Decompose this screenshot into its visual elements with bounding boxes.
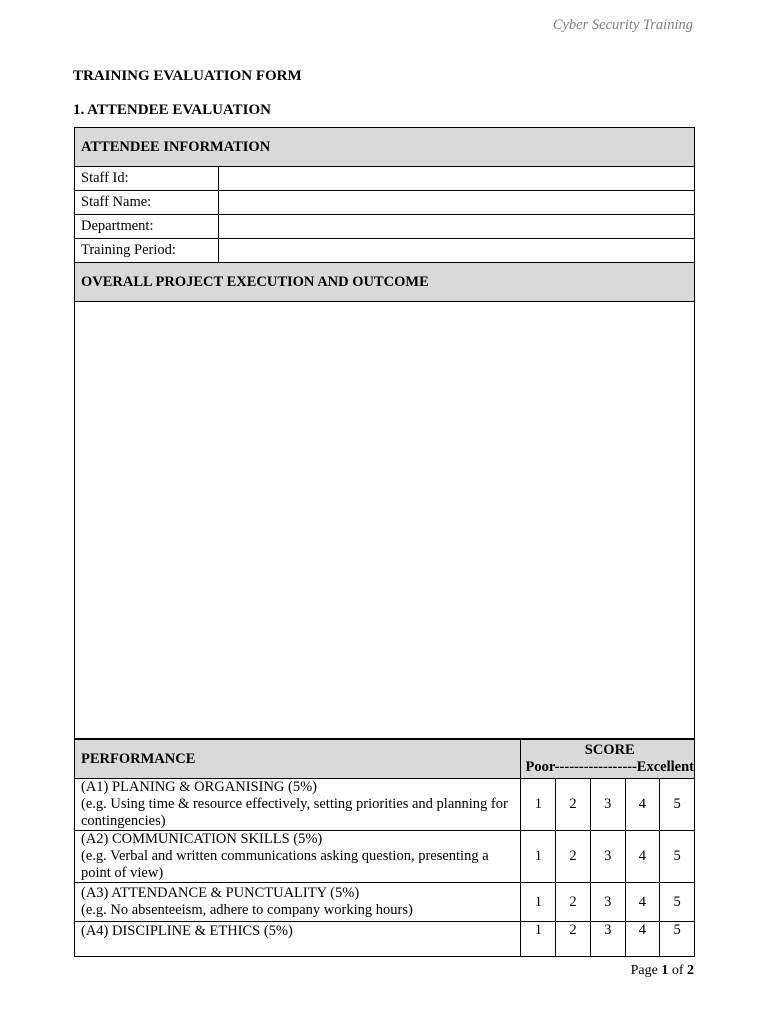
staff-id-field[interactable] [219, 167, 695, 191]
score-option-2[interactable]: 2 [556, 883, 591, 922]
section-title: 1. ATTENDEE EVALUATION [73, 102, 271, 118]
score-option-4[interactable]: 4 [625, 779, 660, 831]
attendee-info-heading: ATTENDEE INFORMATION [75, 128, 695, 167]
criterion-row [75, 779, 695, 831]
page-footer [631, 963, 694, 979]
performance-table [74, 739, 695, 957]
department-field[interactable] [219, 215, 695, 239]
score-option-4[interactable]: 4 [625, 922, 660, 957]
attendee-info-table [74, 127, 695, 739]
page-of: of [671, 963, 684, 978]
score-scale: Poor-----------------Excellent [525, 759, 694, 775]
page-current: 1 [661, 963, 669, 978]
criterion-desc: (e.g. Verbal and written communications asking question, presenting a point of view) [81, 848, 489, 881]
department-label: Department: [75, 215, 219, 239]
staff-name-field[interactable] [219, 191, 695, 215]
criterion-desc: (e.g. No absenteeism, adhere to company working hours) [81, 902, 413, 918]
overall-outcome-field[interactable] [75, 302, 695, 739]
page-prefix: Page [630, 963, 658, 978]
criterion-cell [75, 831, 521, 883]
criterion-cell [75, 883, 521, 922]
score-option-1[interactable]: 1 [521, 922, 556, 957]
score-option-2[interactable]: 2 [556, 779, 591, 831]
score-option-5[interactable]: 5 [660, 922, 695, 957]
score-option-1[interactable]: 1 [521, 883, 556, 922]
score-option-5[interactable]: 5 [660, 831, 695, 883]
criterion-title: (A3) ATTENDANCE & PUNCTUALITY (5%) [81, 885, 360, 901]
score-option-3[interactable]: 3 [590, 922, 625, 957]
staff-id-label: Staff Id: [75, 167, 219, 191]
overall-outcome-heading: OVERALL PROJECT EXECUTION AND OUTCOME [75, 263, 695, 302]
form-title: TRAINING EVALUATION FORM [73, 68, 302, 84]
document-header: Cyber Security Training [552, 17, 693, 33]
criterion-row [75, 922, 695, 957]
score-header [521, 740, 695, 779]
training-period-field[interactable] [219, 239, 695, 263]
score-option-5[interactable]: 5 [660, 779, 695, 831]
criterion-title: (A2) COMMUNICATION SKILLS (5%) [81, 831, 323, 847]
score-option-2[interactable]: 2 [556, 831, 591, 883]
score-option-1[interactable]: 1 [521, 831, 556, 883]
score-option-3[interactable]: 3 [590, 779, 625, 831]
criterion-row [75, 831, 695, 883]
score-option-5[interactable]: 5 [660, 883, 695, 922]
score-option-3[interactable]: 3 [590, 883, 625, 922]
criterion-title: (A1) PLANING & ORGANISING (5%) [81, 779, 318, 795]
page-total: 2 [687, 963, 694, 978]
criterion-row [75, 883, 695, 922]
criterion-cell [75, 922, 521, 957]
score-option-3[interactable]: 3 [590, 831, 625, 883]
performance-heading: PERFORMANCE [75, 740, 521, 779]
score-option-1[interactable]: 1 [521, 779, 556, 831]
score-option-4[interactable]: 4 [625, 883, 660, 922]
score-title: SCORE [584, 742, 635, 758]
score-option-2[interactable]: 2 [556, 922, 591, 957]
criterion-title: (A4) DISCIPLINE & ETHICS (5%) [81, 923, 293, 939]
criterion-desc: (e.g. Using time & resource effectively, setting priorities and planning for contingencies) [81, 796, 508, 829]
criterion-cell [75, 779, 521, 831]
staff-name-label: Staff Name: [75, 191, 219, 215]
training-period-label: Training Period: [75, 239, 219, 263]
score-option-4[interactable]: 4 [625, 831, 660, 883]
